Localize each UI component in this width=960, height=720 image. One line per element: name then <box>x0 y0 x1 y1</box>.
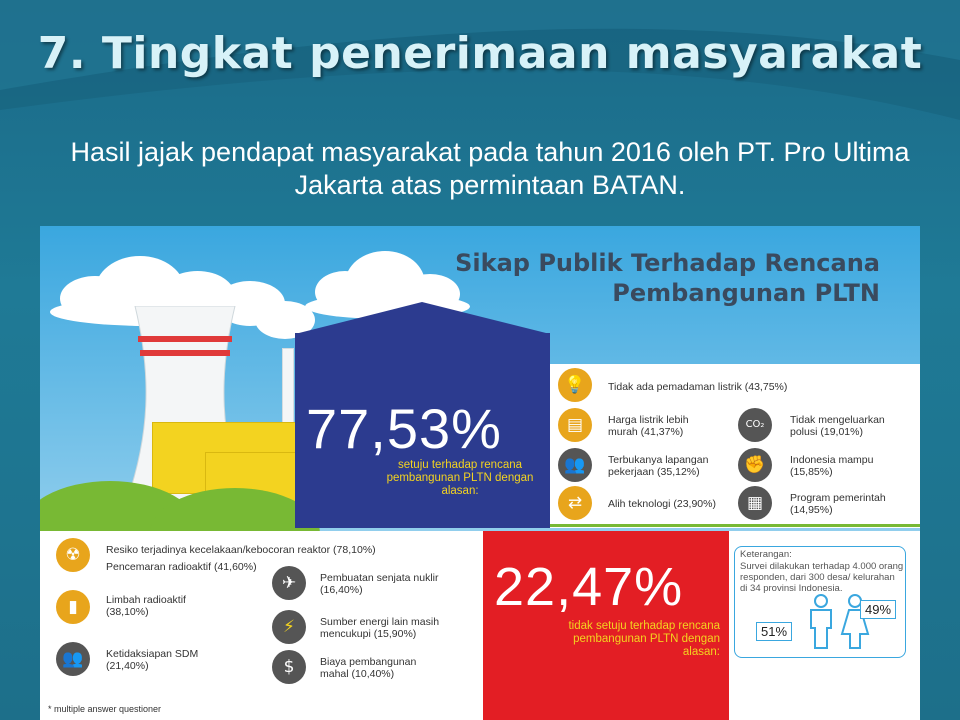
lightning-icon: ⚡ <box>272 610 306 644</box>
document-icon: ▦ <box>738 486 772 520</box>
nuclear-weapon-icon: ✈ <box>272 566 306 600</box>
oppose-percentage: 22,47% <box>494 557 684 617</box>
infographic <box>40 226 920 720</box>
oppose-reason-3: Limbah radioaktif (38,10%) <box>106 594 186 618</box>
radiation-icon: ☢ <box>56 538 90 572</box>
oppose-reason-6: Ketidaksiapan SDM (21,40%) <box>106 648 199 672</box>
female-percentage: 49% <box>860 600 896 619</box>
oppose-reason-2: Pencemaran radioaktif (41,60%) <box>106 561 257 573</box>
people-icon: 👥 <box>56 642 90 676</box>
footnote: * multiple answer questioner <box>48 704 162 714</box>
infographic-title <box>455 248 880 308</box>
infographic-title-line2: Pembangunan PLTN <box>612 279 880 307</box>
support-reason-3: Tidak mengeluarkan polusi (19,01%) <box>790 414 885 438</box>
co2-cloud-icon: CO₂ <box>738 408 772 442</box>
oppose-caption: tidak setuju terhadap rencana pembangunan PLTN dengan alasan: <box>568 620 720 658</box>
support-percentage: 77,53% <box>306 397 502 460</box>
chimney <box>282 348 294 430</box>
infographic-title-line1: Sikap Publik Terhadap Rencana <box>455 249 880 277</box>
slide-subtitle: Hasil jajak pendapat masyarakat pada tahun 2016 oleh PT. Pro Ultima Jakarta atas permintaan BATAN. <box>70 137 910 200</box>
workers-icon: 👥 <box>558 448 592 482</box>
money-icon: $ <box>272 650 306 684</box>
support-reason-4: Terbukanya lapangan pekerjaan (35,12%) <box>608 454 709 478</box>
support-caption: setuju terhadap rencana pembangunan PLTN dengan alasan: <box>386 459 534 497</box>
survey-label: Keterangan: <box>740 549 792 560</box>
support-reasons-divider <box>550 524 920 527</box>
support-panel-roof <box>295 302 550 334</box>
oppose-reason-7: Biaya pembangunan mahal (10,40%) <box>320 656 417 680</box>
support-reason-6: Alih teknologi (23,90%) <box>608 498 716 510</box>
support-reason-2: Harga listrik lebih murah (41,37%) <box>608 414 689 438</box>
support-reason-1: Tidak ada pemadaman listrik (43,75%) <box>608 381 788 393</box>
waste-barrel-icon: ▮ <box>56 590 90 624</box>
male-figure-icon <box>806 594 836 650</box>
support-reason-7: Program pemerintah (14,95%) <box>790 492 886 516</box>
lightbulb-icon: 💡 <box>558 368 592 402</box>
wallet-icon: ▤ <box>558 408 592 442</box>
support-reason-5: Indonesia mampu (15,85%) <box>790 454 874 478</box>
male-percentage: 51% <box>756 622 792 641</box>
strong-person-icon: ✊ <box>738 448 772 482</box>
exchange-arrows-icon: ⇄ <box>558 486 592 520</box>
slide-title: 7. Tingkat penerimaan masyarakat <box>37 28 923 79</box>
oppose-reason-4: Pembuatan senjata nuklir (16,40%) <box>320 572 439 596</box>
survey-text: Survei dilakukan terhadap 4.000 orang responden, dari 300 desa/ kelurahan di 34 provinsi Indonesia. <box>740 561 904 594</box>
oppose-reason-5: Sumber energi lain masih mencukupi (15,90%) <box>320 616 440 640</box>
oppose-reason-1: Resiko terjadinya kecelakaan/kebocoran reaktor (78,10%) <box>106 544 376 556</box>
